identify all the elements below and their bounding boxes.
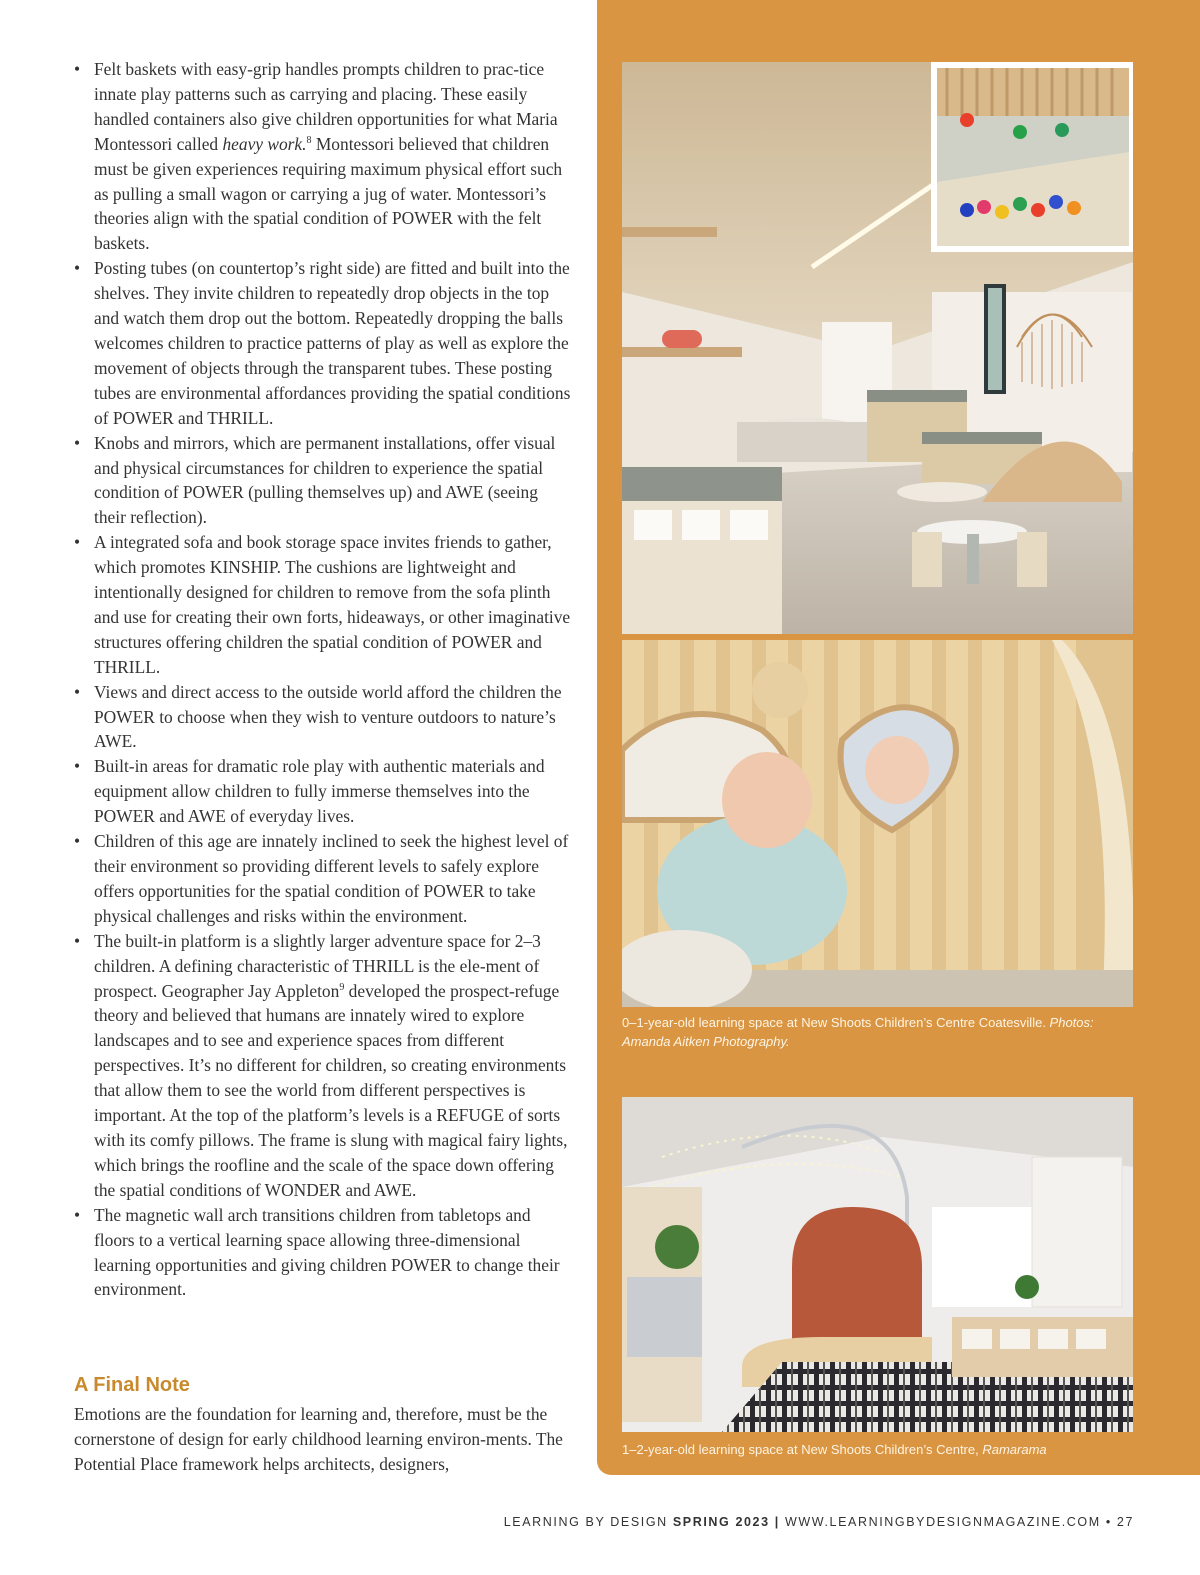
- bullet-item: [74, 929, 574, 1203]
- bullet-text: The magnetic wall arch transitions children from tabletops and floors to a vertical learning space allowing three-dimensional learning opportunities and giving children POWER to change their environment.: [94, 1204, 560, 1300]
- body-text-column: [74, 57, 574, 1302]
- issue-label: SPRING 2023: [672, 1515, 770, 1529]
- caption-text: 1–2-year-old learning space at New Shoots Children’s Centre,: [622, 1442, 983, 1457]
- bullet-text: Knobs and mirrors, which are permanent installations, offer visual and physical circumstances for children to experience the spatial condition of POWER (pulling themselves up) and AWE (seeing their reflection).: [94, 432, 556, 528]
- bullet-item: [74, 256, 574, 430]
- photo-credit: Ramarama: [982, 1442, 1047, 1457]
- bullet-text: Felt baskets with easy-grip handles prompts children to prac-tice innate play patterns such as carrying and placing. These easily handled containers also give children opportunities for what Maria Montessori called: [94, 59, 558, 154]
- bullet-item: [74, 754, 574, 829]
- bullet-item: [74, 431, 574, 531]
- caption-text: 0–1-year-old learning space at New Shoots Children’s Centre Coatesville.: [622, 1015, 1050, 1030]
- bullet-text: Views and direct access to the outside world afford the children the POWER to choose when they wish to venture outdoors to nature’s AWE.: [94, 681, 562, 752]
- publication-name: LEARNING BY DESIGN: [503, 1515, 668, 1529]
- footnote-ref: 9: [339, 981, 345, 993]
- closing-paragraph: Emotions are the foundation for learning and, therefore, must be the cornerstone of design for early childhood learning environ-ments. The Potential Place framework helps architects, designers,: [74, 1404, 563, 1474]
- toddler-room-illustration: [622, 1097, 1133, 1432]
- bullet-text: developed the prospect-refuge theory and believed that humans are innately wired to explore landscapes and to see and experience spaces from different perspectives. It’s no different for children, so creating environments that allow them to see the world from different perspectives is important. At the top of the platform’s levels is a REFUGE of sorts with its comfy pillows. The frame is slung with magical fairy lights, which brings the roofline and the scale of the space down offering the spatial conditions of WONDER and AWE.: [94, 980, 568, 1200]
- baby-mirror-illustration: [622, 640, 1133, 1007]
- bullet-item: [74, 57, 574, 256]
- bullet-text: The built-in platform is a slightly larger adventure space for 2–3 children. A defining characteristic of THRILL is the ele-ment of prospect. Geographer Jay Appleton: [94, 930, 541, 1001]
- bullet-item: [74, 829, 574, 929]
- footer-bullet: •: [1105, 1515, 1112, 1529]
- bullet-text: Built-in areas for dramatic role play with authentic materials and equipment allow children to fully immerse themselves into the POWER and AWE of everyday lives.: [94, 756, 545, 827]
- photo-caption-toddler: [622, 1440, 1122, 1459]
- bullet-item: [74, 530, 574, 679]
- bullet-text: Montessori believed that children must be given experiences requiring maximum physical effort such as pulling a small wagon or carrying a jug of water. Montessori’s theories align with the spatial condition of POWER with the felt baskets.: [94, 133, 563, 254]
- bullet-text: Posting tubes (on countertop’s right side) are fitted and built into the shelves. They invite children to repeatedly drop objects in the top and watch them drop out the bottom. Repeatedly dropping the balls welcomes children to practice patterns of play as well as explore the movement of objects through the transparent tubes. These posting tubes are environmental affordances providing the spatial conditions of POWER and THRILL.: [94, 258, 571, 428]
- bullet-item: [74, 1203, 574, 1303]
- page-number: 27: [1116, 1515, 1134, 1529]
- bullet-text: A integrated sofa and book storage space invites friends to gather, which promotes KINSHIP. The cushions are lightweight and intentionally designed for children to remove from the sofa plinth and use for creating their own forts, hideaways, or other imaginative structures offering children the spatial condition of POWER and THRILL.: [94, 532, 571, 677]
- footer-separator: |: [774, 1515, 780, 1529]
- photo-baby-mirror: [622, 640, 1133, 1007]
- bullet-text: heavy work.: [222, 133, 307, 154]
- photo-credit: Photos: Amanda Aitken Photography.: [622, 1015, 1094, 1049]
- photo-infant-room: [622, 62, 1133, 634]
- section-heading: A Final Note: [74, 1374, 190, 1396]
- footnote-ref: 8: [306, 134, 312, 146]
- bullet-item: [74, 680, 574, 755]
- infant-room-illustration: [622, 62, 1133, 634]
- bullet-list: [74, 57, 574, 1302]
- bullet-text: Children of this age are innately inclined to seek the highest level of their environment so providing different levels to safely explore offers opportunities for the spatial condition of POWER to take physical challenges and risks within the environment.: [94, 831, 569, 926]
- page-footer: [504, 1515, 1134, 1529]
- website-link[interactable]: WWW.LEARNINGBYDESIGNMAGAZINE.COM: [784, 1515, 1101, 1529]
- photo-caption-infant: [622, 1013, 1122, 1051]
- photo-toddler-room: [622, 1097, 1133, 1432]
